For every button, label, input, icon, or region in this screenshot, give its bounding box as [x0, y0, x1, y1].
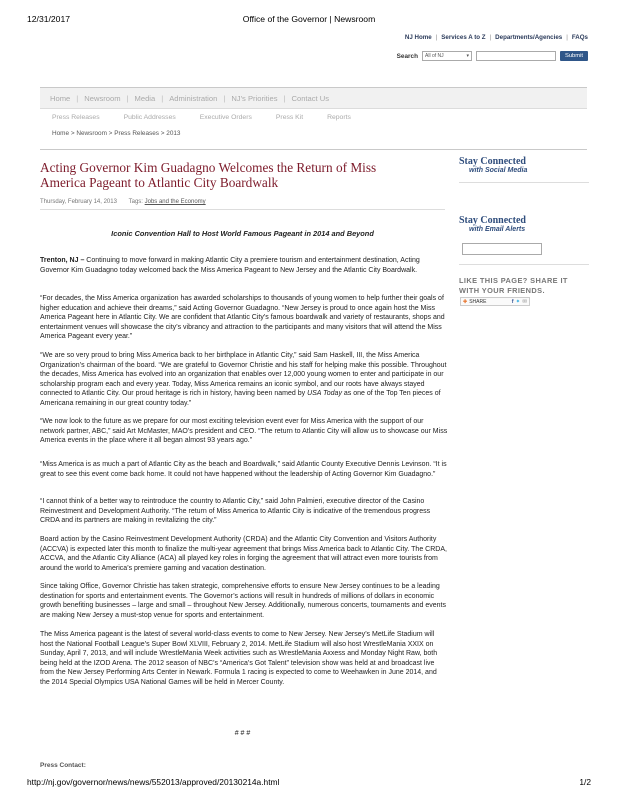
sidebar-divider: [459, 182, 589, 183]
paragraph-5: “Miss America is as much a part of Atlantic City as the beach and Boardwalk,” said Atlantic County Executive Dennis Levinson. “It is great to see this event come back home. It could not have happened without the leadership of Acting Governor Kim Guadagno.”: [40, 461, 447, 478]
nav-priorities[interactable]: NJ's Priorities: [231, 93, 278, 103]
sidebar-email: [459, 215, 589, 233]
util-link-services[interactable]: Services A to Z: [441, 34, 486, 41]
article-date: Thursday, February 14, 2013: [40, 199, 117, 205]
tag-link[interactable]: Jobs and the Economy: [144, 199, 206, 205]
nav-newsroom[interactable]: Newsroom: [84, 93, 121, 103]
email-subtitle[interactable]: with Email Alerts: [469, 226, 526, 233]
press-contact-label: Press Contact:: [40, 762, 86, 769]
sidebar-divider-2: [459, 264, 589, 265]
breadcrumb-press-releases[interactable]: Press Releases: [114, 130, 159, 137]
print-footer: [27, 777, 591, 787]
usa-today: USA Today: [307, 390, 342, 398]
dateline: Trenton, NJ –: [40, 257, 85, 264]
util-link-faqs[interactable]: FAQs: [571, 34, 588, 41]
email-icon: ✉: [522, 298, 527, 305]
paragraph-7: Board action by the Casino Reinvestment Development Authority (CRDA) and the Atlantic City Convention and Visitors Authority (ACCVA) is expected later this month to finalize the multi-year agreement that brings Miss America back to Atlantic City. The CRDA, ACCVA, and the Atlantic City Alliance (ACA) all played key roles in forging the agreement that will attract even more tourists from around the world to America’s premiere gaming and vacation destination.: [40, 536, 447, 572]
search-scope-value: All of NJ: [425, 53, 444, 59]
email-title[interactable]: Stay Connected: [459, 215, 526, 226]
search-submit-button[interactable]: Submit: [560, 51, 588, 61]
sidebar-social: [459, 156, 589, 174]
article-headline: Acting Governor Kim Guadagno Welcomes the Return of Miss America Pageant to Atlantic City Boardwalk: [40, 160, 377, 190]
util-link-departments[interactable]: Departments/Agencies: [495, 34, 563, 41]
nav-media[interactable]: Media: [134, 93, 156, 103]
article-subhead: Iconic Convention Hall to Host World Famous Pageant in 2014 and Beyond: [111, 229, 374, 238]
main-nav: Home | Newsroom | Media | Administration | NJ's Priorities | Contact Us: [40, 88, 587, 109]
subnav-reports[interactable]: Reports: [327, 114, 351, 121]
paragraph-3: [40, 351, 448, 409]
search-bar: [397, 51, 588, 61]
print-url: http://nj.gov/governor/news/news/552013/approved/20130214a.html: [27, 777, 280, 787]
subnav-executive-orders[interactable]: Executive Orders: [199, 114, 252, 121]
paragraph-6: “I cannot think of a better way to reintroduce the country to Atlantic City,” said John Palmieri, executive director of the Casino Reinvestment and Development Authority. “The return of Miss America to Atlantic City is indicative of the tremendous progress CRDA and its partners are making in revitalizing the city.”: [40, 498, 431, 525]
breadcrumb-home[interactable]: Home: [52, 130, 70, 137]
util-link-nj-home[interactable]: NJ Home: [404, 34, 432, 41]
divider: [40, 209, 445, 210]
email-alert-input[interactable]: [462, 243, 542, 255]
search-scope-select[interactable]: [422, 51, 472, 61]
paragraph-2: “For decades, the Miss America organization has awarded scholarships to thousands of young women to help further their goals of higher education and achieve their dreams,” said Acting Governor Guadagno. “New Jersey is proud to once again host the Miss America Pageant here in Atlantic City. We are confident that Atlantic City’s famous boardwalk and variety of restaurants, shops and entertainment venues will showcase the city’s vibrancy and attraction to the participants and many visitors that will attend the Miss America Pageant every year.”: [40, 295, 445, 341]
subnav-public-addresses[interactable]: Public Addresses: [123, 114, 176, 121]
sub-nav: [52, 114, 351, 121]
search-input[interactable]: [476, 51, 556, 61]
search-label: Search: [396, 52, 418, 60]
print-date: 12/31/2017: [27, 14, 71, 24]
navigation-box: [40, 87, 587, 150]
paragraph-1-text: Continuing to move forward in making Atlantic City a premiere tourism and entertainment destination, Acting Governor Kim Guadagno today welcomed back the Miss America Pageant to New Jersey and the Atlantic City Boardwalk.: [40, 257, 420, 274]
nav-contact[interactable]: Contact Us: [291, 93, 330, 103]
share-button[interactable]: [460, 297, 530, 306]
breadcrumb: Home > Newsroom > Press Releases > 2013: [52, 130, 181, 137]
paragraph-4: “We now look to the future as we prepare for our most exciting television event ever for Miss America with the support of our network partner, ABC,” said Art McMaster, MAO’s president and CEO. “The return to Atlantic City will allow us to showcase our Miss America events in the place where it all began almost 93 years ago.”: [40, 418, 448, 445]
tags-label: Tags:: [128, 199, 143, 205]
paragraph-9: The Miss America pageant is the latest of several world-class events to come to New Jersey. New Jersey’s MetLife Stadium will host the National Football League’s Super Bowl XLVIII, February 2, 2014. MetLife Stadium will also host WrestleMania XXIX on Sunday, April 7, 2013, and will include WrestleMania Week activities such as WrestleMania Axxess and Monday Night Raw, both being held at the IZOD Arena. The 2012 season of NBC’s “America’s Got Talent” television show was held at and broadcast live from the New Jersey Performing Arts Center in Newark. Formula 1 racing is expected to come to Weehawken in June 2014, and the 2014 Special Olympics USA National Games will be held in Mercer County.: [40, 631, 438, 686]
share-prompt-line-1: LIKE THIS PAGE? SHARE IT: [459, 276, 568, 285]
share-prompt-line-2: WITH YOUR FRIENDS.: [459, 285, 545, 295]
chevron-down-icon: ▾: [466, 53, 469, 59]
share-prompt: [459, 276, 589, 295]
nav-administration[interactable]: Administration: [169, 93, 218, 103]
subnav-press-releases[interactable]: Press Releases: [52, 114, 100, 121]
facebook-icon: f: [511, 298, 514, 305]
social-title[interactable]: Stay Connected: [459, 156, 526, 167]
end-mark: # # #: [234, 730, 251, 737]
share-plus-icon: ✚: [463, 298, 468, 305]
print-page-number: 1/2: [579, 777, 591, 787]
utility-links: NJ Home | Services A to Z | Departments/Agencies | FAQs: [404, 34, 588, 41]
paragraph-8: Since taking Office, Governor Christie has taken strategic, comprehensive efforts to ensure New Jersey continues to be a leading destination for sports and entertainment events. The Governor’s actions will result in hundreds of millions of dollars in economic growth benefiting businesses – large and small – throughout New Jersey. Additionally, numerous concerts, tournaments and events are making New Jersey a must-stop venue for sports and entertainment.: [40, 583, 446, 619]
nav-home[interactable]: Home: [50, 93, 71, 103]
subnav-press-kit[interactable]: Press Kit: [275, 114, 304, 121]
social-subtitle[interactable]: with Social Media: [469, 167, 528, 174]
paragraph-3-text-b: as one of the Top Ten pieces of Americana remaining in our great country today.”: [40, 390, 441, 407]
share-button-label: SHARE: [469, 298, 487, 305]
print-title: Office of the Governor | Newsroom: [242, 14, 376, 24]
article-meta: [40, 199, 206, 205]
paragraph-1: [40, 256, 448, 275]
paragraph-3-text-a: “We are so very proud to bring Miss America back to her birthplace in Atlantic City,” said Sam Haskell, III, the Miss America Organization’s chairman of the board. “We are grateful to Governor Christie and his staff for helping make this possible. Throughout the decades, Miss America has evolved into an organization that enables over 12,000 young women to enter and participate in our scholarship program each and every year. Today, Miss America remains an iconic symbol, and our roots have always stayed connected to Atlantic City. Our proud heritage is rich in history, having been named by: [40, 352, 447, 398]
breadcrumb-newsroom[interactable]: Newsroom: [76, 130, 107, 137]
twitter-icon: ✦: [515, 298, 521, 305]
breadcrumb-year[interactable]: 2013: [166, 130, 181, 137]
